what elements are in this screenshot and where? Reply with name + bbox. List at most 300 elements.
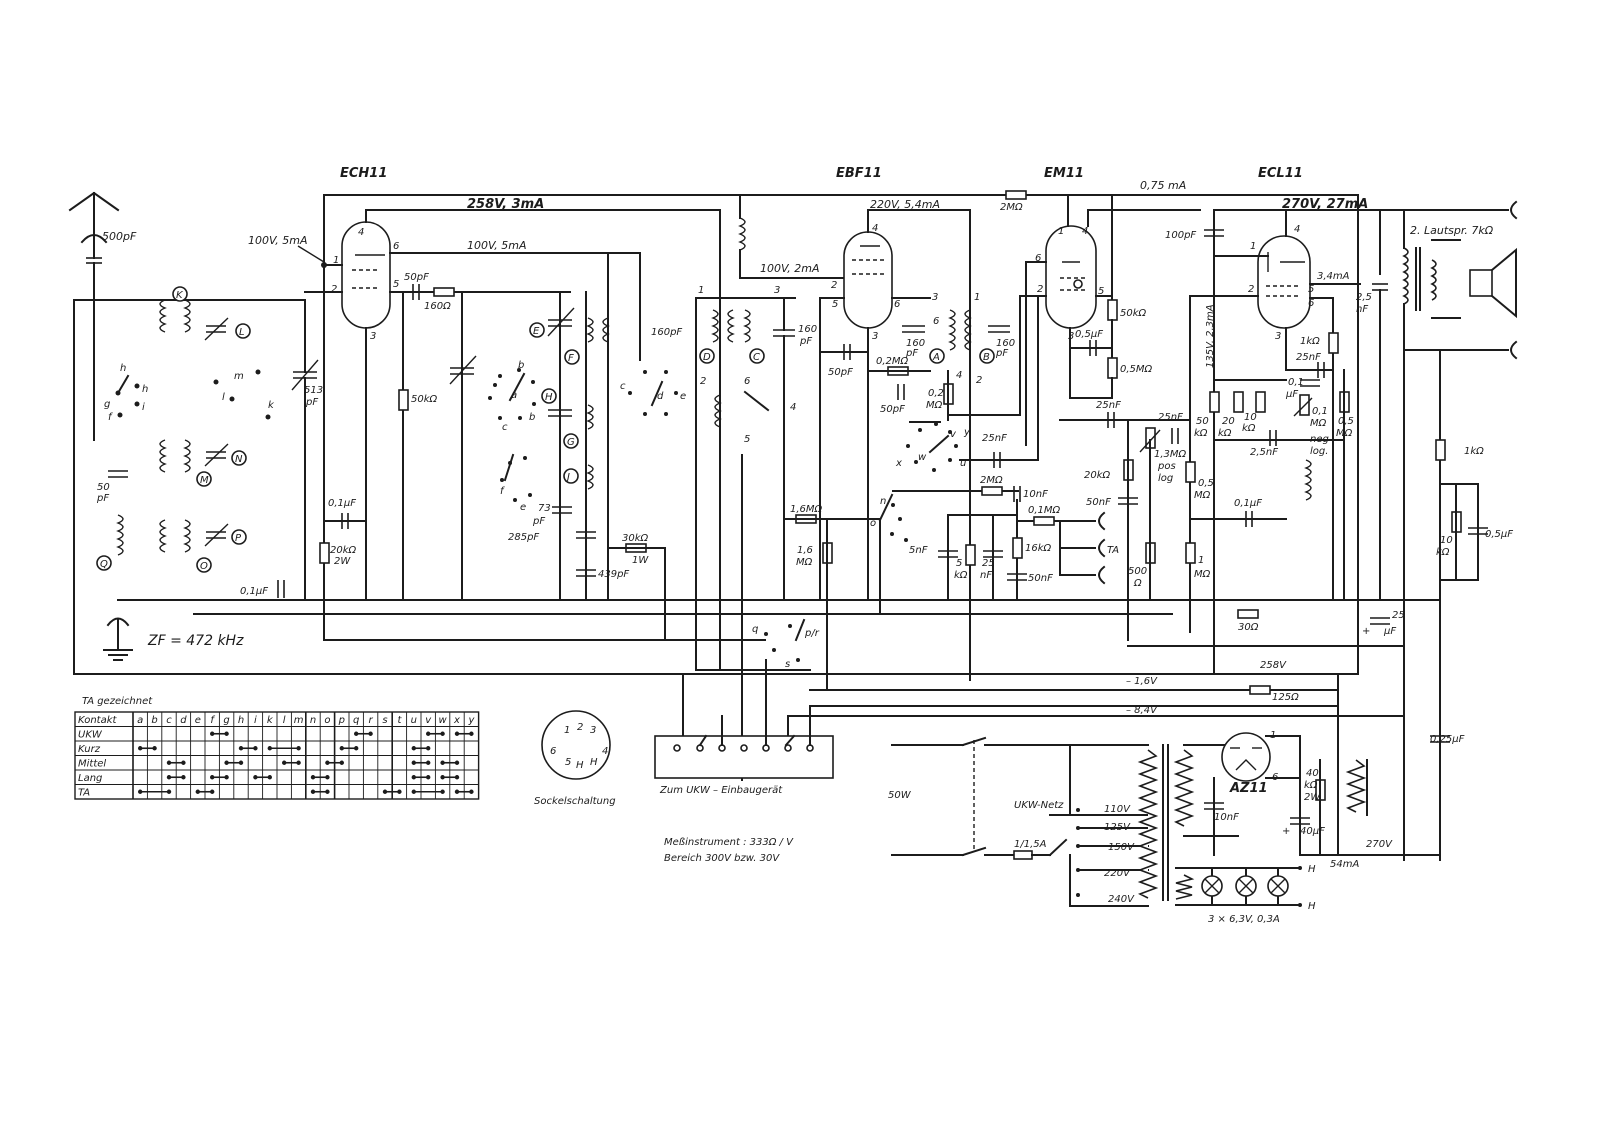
output-transformer (1404, 248, 1408, 304)
svg-text:3 × 6,3V, 0,3A: 3 × 6,3V, 0,3A (1208, 914, 1280, 925)
svg-text:o: o (870, 518, 877, 529)
svg-text:E: E (533, 326, 540, 337)
svg-text:N: N (235, 454, 243, 465)
contact-dot (152, 746, 156, 750)
contact-dot (224, 761, 228, 765)
svg-text:h: h (120, 363, 127, 374)
svg-text:1: 1 (974, 292, 981, 303)
svg-text:nF: nF (1356, 304, 1369, 315)
svg-text:5: 5 (565, 757, 572, 768)
svg-text:6: 6 (744, 376, 751, 387)
tube-ecl11-label: ECL11 (1258, 166, 1303, 181)
table-column-header: o (324, 715, 331, 726)
svg-text:0,5: 0,5 (1198, 478, 1214, 489)
svg-text:5: 5 (1308, 284, 1315, 295)
oscillator-section (488, 253, 686, 640)
svg-text:v: v (950, 429, 956, 440)
svg-text:µF: µF (1286, 389, 1299, 400)
table-column-header: f (210, 715, 214, 726)
contact-dot (196, 790, 200, 794)
svg-text:258V: 258V (1260, 660, 1286, 671)
svg-text:µF: µF (1384, 626, 1397, 637)
speaker-jack-bottom (1511, 342, 1516, 358)
svg-text:1: 1 (333, 255, 340, 266)
ech11-anode-voltage: 258V, 3mA (467, 197, 545, 212)
svg-text:285pF: 285pF (508, 532, 540, 543)
svg-text:p/r: p/r (805, 628, 819, 639)
svg-text:2W: 2W (1304, 792, 1321, 803)
tube-ech11 (342, 222, 390, 328)
svg-text:4: 4 (872, 223, 879, 234)
contact-dot (253, 746, 257, 750)
contact-dot (282, 761, 286, 765)
svg-text:+: + (1282, 826, 1291, 837)
contact-dot (311, 775, 315, 779)
contact-dot (224, 775, 228, 779)
contact-dot (412, 775, 416, 779)
svg-text:g: g (104, 399, 111, 410)
svg-text:MΩ: MΩ (796, 557, 813, 568)
svg-text:m: m (234, 371, 244, 382)
table-row-label: Mittel (78, 758, 107, 770)
table-caption: TA gezeichnet (82, 696, 153, 707)
svg-text:2MΩ: 2MΩ (1000, 202, 1023, 213)
tube-ecl11 (1258, 236, 1310, 328)
svg-text:20kΩ: 20kΩ (330, 545, 357, 556)
contact-dot (455, 775, 459, 779)
socket-diagram (534, 711, 616, 807)
svg-text:pF: pF (533, 516, 546, 527)
contact-dot (296, 761, 300, 765)
svg-text:25nF: 25nF (1296, 352, 1321, 363)
contact-dot (412, 746, 416, 750)
svg-text:h: h (142, 384, 149, 395)
svg-text:pF: pF (306, 397, 319, 408)
contact-dot (340, 761, 344, 765)
svg-text:UKW-Netz: UKW-Netz (1014, 800, 1064, 811)
table-column-header: h (237, 715, 245, 726)
svg-text:d: d (657, 391, 664, 402)
contact-dot (210, 790, 214, 794)
svg-text:3: 3 (370, 331, 377, 342)
contact-dot (325, 775, 329, 779)
svg-text:b: b (518, 360, 525, 371)
svg-text:G: G (567, 437, 575, 448)
contact-dot (253, 775, 257, 779)
speaker-magnet (1470, 270, 1492, 296)
svg-text:25: 25 (982, 558, 995, 569)
meter-note-line1: Meßinstrument : 333Ω / V (664, 837, 793, 848)
svg-text:0,5µF: 0,5µF (1485, 529, 1514, 540)
svg-text:2: 2 (700, 376, 707, 387)
svg-text:K: K (176, 290, 183, 301)
svg-text:H: H (545, 392, 553, 403)
filter-choke (1348, 760, 1364, 812)
table-column-header: x (454, 715, 460, 726)
svg-text:+: + (1362, 626, 1371, 637)
svg-text:160pF: 160pF (651, 327, 683, 338)
svg-text:3: 3 (590, 725, 597, 736)
svg-text:25nF: 25nF (1096, 400, 1121, 411)
table-row-label: Lang (78, 773, 103, 784)
contact-dot (268, 775, 272, 779)
contact-dot (426, 775, 430, 779)
svg-text:3,4mA: 3,4mA (1317, 271, 1350, 282)
svg-text:1,6: 1,6 (797, 545, 813, 556)
svg-text:50pF: 50pF (880, 404, 905, 415)
svg-text:a: a (511, 390, 518, 401)
svg-text:MΩ: MΩ (1310, 418, 1327, 429)
cap-500pf-label: 500pF (102, 230, 137, 243)
svg-text:pF: pF (906, 348, 919, 359)
svg-text:20: 20 (1222, 416, 1235, 427)
contact-dot (397, 790, 401, 794)
contact-dot (455, 732, 459, 736)
svg-text:MΩ: MΩ (1336, 428, 1353, 439)
svg-text:b: b (529, 412, 536, 423)
em11-section (948, 166, 1200, 445)
table-column-header: k (266, 715, 273, 726)
svg-text:3: 3 (774, 285, 781, 296)
svg-text:160: 160 (798, 324, 818, 335)
table-column-header: s (382, 715, 388, 726)
svg-text:k: k (268, 400, 274, 411)
svg-text:TA: TA (1107, 545, 1120, 556)
svg-text:kΩ: kΩ (1218, 428, 1232, 439)
wafer-switch-a (488, 360, 536, 433)
svg-text:H: H (590, 757, 598, 768)
svg-text:f: f (108, 412, 112, 423)
svg-text:0,5µF: 0,5µF (1075, 329, 1104, 340)
svg-text:O: O (200, 561, 208, 572)
svg-text:Sockelschaltung: Sockelschaltung (534, 796, 616, 807)
svg-text:2: 2 (831, 280, 838, 291)
ukw-unit-label: Zum UKW – Einbaugerät (660, 785, 783, 796)
speaker-cone (1492, 250, 1516, 316)
svg-text:6: 6 (1035, 253, 1042, 264)
table-column-header: u (410, 715, 417, 726)
tube-ebf11-label: EBF11 (836, 166, 882, 181)
mains-transformer-secondary (1176, 750, 1192, 826)
svg-text:100V, 2mA: 100V, 2mA (760, 262, 820, 275)
contact-dot (354, 732, 358, 736)
svg-text:0,5: 0,5 (1338, 416, 1354, 427)
ta-input-jack (1099, 513, 1104, 583)
svg-text:l: l (222, 392, 225, 403)
svg-text:e: e (680, 391, 687, 402)
svg-text:270V, 27mA: 270V, 27mA (1282, 197, 1369, 212)
svg-text:4: 4 (790, 402, 797, 413)
svg-text:25nF: 25nF (982, 433, 1007, 444)
svg-text:1kΩ: 1kΩ (1464, 446, 1484, 457)
svg-text:0,2: 0,2 (928, 388, 944, 399)
wafer-switch-e (500, 455, 532, 513)
wafer-switch-d (620, 370, 686, 416)
svg-text:40µF: 40µF (1300, 826, 1325, 837)
svg-text:0,2MΩ: 0,2MΩ (876, 356, 909, 367)
svg-text:25: 25 (1392, 610, 1405, 621)
svg-text:0,1µF: 0,1µF (240, 586, 269, 597)
svg-text:16kΩ: 16kΩ (1025, 543, 1052, 554)
svg-text:6: 6 (894, 299, 901, 310)
svg-text:2: 2 (331, 284, 338, 295)
contact-dot (210, 732, 214, 736)
tube-em11-label: EM11 (1044, 166, 1084, 181)
svg-text:2: 2 (976, 375, 983, 386)
contact-dot (167, 790, 171, 794)
svg-text:2MΩ: 2MΩ (980, 475, 1003, 486)
svg-text:240V: 240V (1108, 894, 1134, 905)
svg-text:5: 5 (744, 434, 751, 445)
svg-text:3: 3 (872, 331, 879, 342)
tube-ech11-label: ECH11 (340, 166, 388, 181)
contact-dot (383, 790, 387, 794)
svg-text:Q: Q (100, 559, 108, 570)
tube-az11-label: AZ11 (1230, 781, 1268, 796)
svg-text:3: 3 (1275, 331, 1282, 342)
svg-text:MΩ: MΩ (926, 400, 943, 411)
tube-em11 (1046, 226, 1096, 328)
svg-text:270V: 270V (1366, 839, 1392, 850)
svg-text:i: i (142, 402, 145, 413)
contact-dot (296, 746, 300, 750)
meter-note-line2: Bereich 300V bzw. 30V (664, 853, 780, 864)
svg-text:50nF: 50nF (1028, 573, 1053, 584)
contact-dot (224, 732, 228, 736)
table-column-header: r (368, 715, 373, 726)
svg-text:110V: 110V (1104, 804, 1130, 815)
svg-text:6: 6 (550, 746, 557, 757)
contact-dot (311, 790, 315, 794)
svg-text:H: H (1308, 864, 1316, 875)
ecl11-section (1060, 166, 1516, 860)
svg-text:2W: 2W (334, 556, 351, 567)
svg-text:50kΩ: 50kΩ (411, 394, 438, 405)
svg-text:2: 2 (577, 722, 584, 733)
svg-text:pF: pF (996, 348, 1009, 359)
svg-text:kΩ: kΩ (1194, 428, 1208, 439)
svg-text:100pF: 100pF (1165, 230, 1197, 241)
svg-text:2,5: 2,5 (1356, 292, 1372, 303)
svg-text:6: 6 (1308, 298, 1315, 309)
contact-dot (138, 790, 142, 794)
svg-text:0,25µF: 0,25µF (1430, 734, 1465, 745)
table-column-header: w (438, 715, 447, 726)
table-column-header: p (338, 715, 345, 726)
svg-text:Ω: Ω (1134, 578, 1142, 589)
svg-text:6: 6 (1272, 772, 1279, 783)
svg-text:B: B (983, 352, 990, 363)
contact-dot (181, 761, 185, 765)
table-corner-label: Kontakt (78, 715, 117, 726)
svg-text:pF: pF (97, 493, 110, 504)
table-column-header: q (353, 715, 360, 726)
svg-text:10: 10 (1440, 535, 1453, 546)
svg-text:0,1µF: 0,1µF (328, 498, 357, 509)
svg-text:w: w (918, 452, 927, 463)
svg-text:q: q (752, 624, 759, 635)
svg-text:4: 4 (358, 227, 365, 238)
svg-text:pF: pF (800, 336, 813, 347)
contact-dot (440, 775, 444, 779)
contact-dot (268, 746, 272, 750)
mains-transformer-primary (1140, 750, 1156, 898)
contact-dot (239, 746, 243, 750)
svg-text:n: n (880, 496, 887, 507)
svg-text:0,75 mA: 0,75 mA (1140, 179, 1187, 192)
svg-text:c: c (502, 422, 508, 433)
svg-text:500: 500 (1128, 566, 1148, 577)
contact-dot (354, 746, 358, 750)
table-column-header: a (137, 715, 144, 726)
svg-text:220V, 5,4mA: 220V, 5,4mA (870, 198, 940, 211)
svg-text:1: 1 (1198, 555, 1205, 566)
svg-text:1,3MΩ: 1,3MΩ (1154, 449, 1187, 460)
svg-text:H: H (1308, 901, 1316, 912)
svg-text:1: 1 (1250, 241, 1257, 252)
svg-text:2: 2 (1248, 284, 1255, 295)
svg-text:4: 4 (1294, 224, 1301, 235)
svg-text:f: f (500, 486, 504, 497)
table-column-header: m (293, 715, 304, 726)
svg-text:10nF: 10nF (1023, 489, 1048, 500)
contact-dot (440, 761, 444, 765)
svg-text:5: 5 (1098, 286, 1105, 297)
svg-text:MΩ: MΩ (1194, 490, 1211, 501)
table-column-header: e (194, 715, 201, 726)
svg-text:40: 40 (1306, 768, 1319, 779)
svg-text:H: H (576, 760, 584, 771)
contact-dot (455, 761, 459, 765)
contact-dot (167, 761, 171, 765)
svg-text:3: 3 (932, 292, 939, 303)
ech11-section (248, 166, 1358, 670)
svg-text:1: 1 (564, 725, 571, 736)
table-column-header: d (180, 715, 187, 726)
svg-text:50: 50 (97, 482, 110, 493)
contact-dot (167, 775, 171, 779)
svg-text:4: 4 (956, 370, 963, 381)
contact-dot (412, 790, 416, 794)
tube-az11 (1222, 733, 1270, 781)
svg-text:6: 6 (933, 316, 940, 327)
table-column-header: c (166, 715, 172, 726)
table-column-header: i (254, 715, 257, 726)
table-column-header: b (151, 715, 158, 726)
svg-text:0,1µF: 0,1µF (1234, 498, 1263, 509)
contact-dot (426, 746, 430, 750)
svg-text:M: M (200, 475, 209, 486)
svg-text:20kΩ: 20kΩ (1084, 470, 1111, 481)
table-column-header: t (397, 715, 402, 726)
svg-text:125Ω: 125Ω (1272, 692, 1299, 703)
contact-dot (325, 761, 329, 765)
ukw-connector-section (655, 620, 833, 796)
contact-dot (239, 761, 243, 765)
svg-text:1/1,5A: 1/1,5A (1014, 839, 1047, 850)
svg-text:kΩ: kΩ (1304, 780, 1318, 791)
svg-text:MΩ: MΩ (1194, 569, 1211, 580)
svg-text:50pF: 50pF (828, 367, 853, 378)
svg-text:513: 513 (304, 385, 324, 396)
table-column-header: y (468, 715, 475, 726)
svg-text:50kΩ: 50kΩ (1120, 308, 1147, 319)
svg-text:u: u (960, 458, 967, 469)
contact-dot (440, 732, 444, 736)
contact-dot (138, 746, 142, 750)
svg-text:3: 3 (1068, 331, 1075, 342)
svg-text:0,1MΩ: 0,1MΩ (1028, 505, 1061, 516)
svg-text:54mA: 54mA (1330, 859, 1360, 870)
svg-text:F: F (568, 353, 574, 364)
svg-text:A: A (933, 352, 940, 363)
svg-text:100V, 5mA: 100V, 5mA (467, 239, 527, 252)
svg-text:c: c (620, 381, 626, 392)
contact-dot (455, 790, 459, 794)
svg-text:30kΩ: 30kΩ (622, 533, 649, 544)
ebf11-section (651, 166, 1338, 780)
contact-dot (368, 732, 372, 736)
svg-text:P: P (235, 533, 242, 544)
svg-text:– 1,6V: – 1,6V (1126, 676, 1157, 687)
table-row-label: Kurz (78, 744, 100, 755)
svg-text:nF: nF (980, 570, 993, 581)
svg-text:1: 1 (1270, 730, 1277, 741)
svg-text:160: 160 (906, 338, 926, 349)
svg-text:1,6MΩ: 1,6MΩ (790, 504, 823, 515)
table-row-label: TA (78, 787, 91, 799)
svg-text:150V: 150V (1108, 842, 1134, 853)
ukw-unit-connector (655, 736, 833, 778)
svg-text:0,1: 0,1 (1288, 377, 1304, 388)
svg-text:160Ω: 160Ω (424, 301, 451, 312)
table-column-header: v (425, 715, 432, 726)
contact-table (75, 696, 479, 799)
svg-text:50W: 50W (888, 790, 911, 801)
contact-dot (469, 732, 473, 736)
svg-text:kΩ: kΩ (1436, 547, 1450, 558)
svg-text:J: J (567, 472, 570, 483)
contact-dot (426, 761, 430, 765)
svg-text:1W: 1W (632, 555, 649, 566)
svg-text:10nF: 10nF (1214, 812, 1239, 823)
svg-text:439pF: 439pF (598, 569, 630, 580)
svg-text:1kΩ: 1kΩ (1300, 336, 1320, 347)
svg-text:5nF: 5nF (909, 545, 928, 556)
svg-text:2: 2 (1037, 284, 1044, 295)
svg-text:pos: pos (1158, 461, 1176, 472)
svg-text:5: 5 (393, 279, 400, 290)
svg-text:10: 10 (1244, 412, 1257, 423)
svg-text:160: 160 (996, 338, 1016, 349)
contact-dot (412, 761, 416, 765)
second-speaker-label: 2. Lautspr. 7kΩ (1410, 224, 1494, 237)
table-column-header: g (223, 715, 230, 726)
svg-text:0,1: 0,1 (1312, 406, 1328, 417)
svg-text:4: 4 (1082, 226, 1089, 237)
svg-text:135V, 2,3mA: 135V, 2,3mA (1205, 304, 1216, 368)
svg-text:C: C (753, 352, 760, 363)
table-column-header: n (309, 715, 317, 726)
power-supply-section (888, 730, 1440, 925)
svg-text:25nF: 25nF (1158, 412, 1183, 423)
svg-text:50nF: 50nF (1086, 497, 1111, 508)
if-frequency-label: ZF = 472 kHz (148, 633, 244, 649)
svg-text:50: 50 (1196, 416, 1209, 427)
table-row-label: UKW (78, 729, 102, 741)
svg-text:s: s (785, 659, 791, 670)
svg-text:neg: neg (1310, 434, 1329, 445)
